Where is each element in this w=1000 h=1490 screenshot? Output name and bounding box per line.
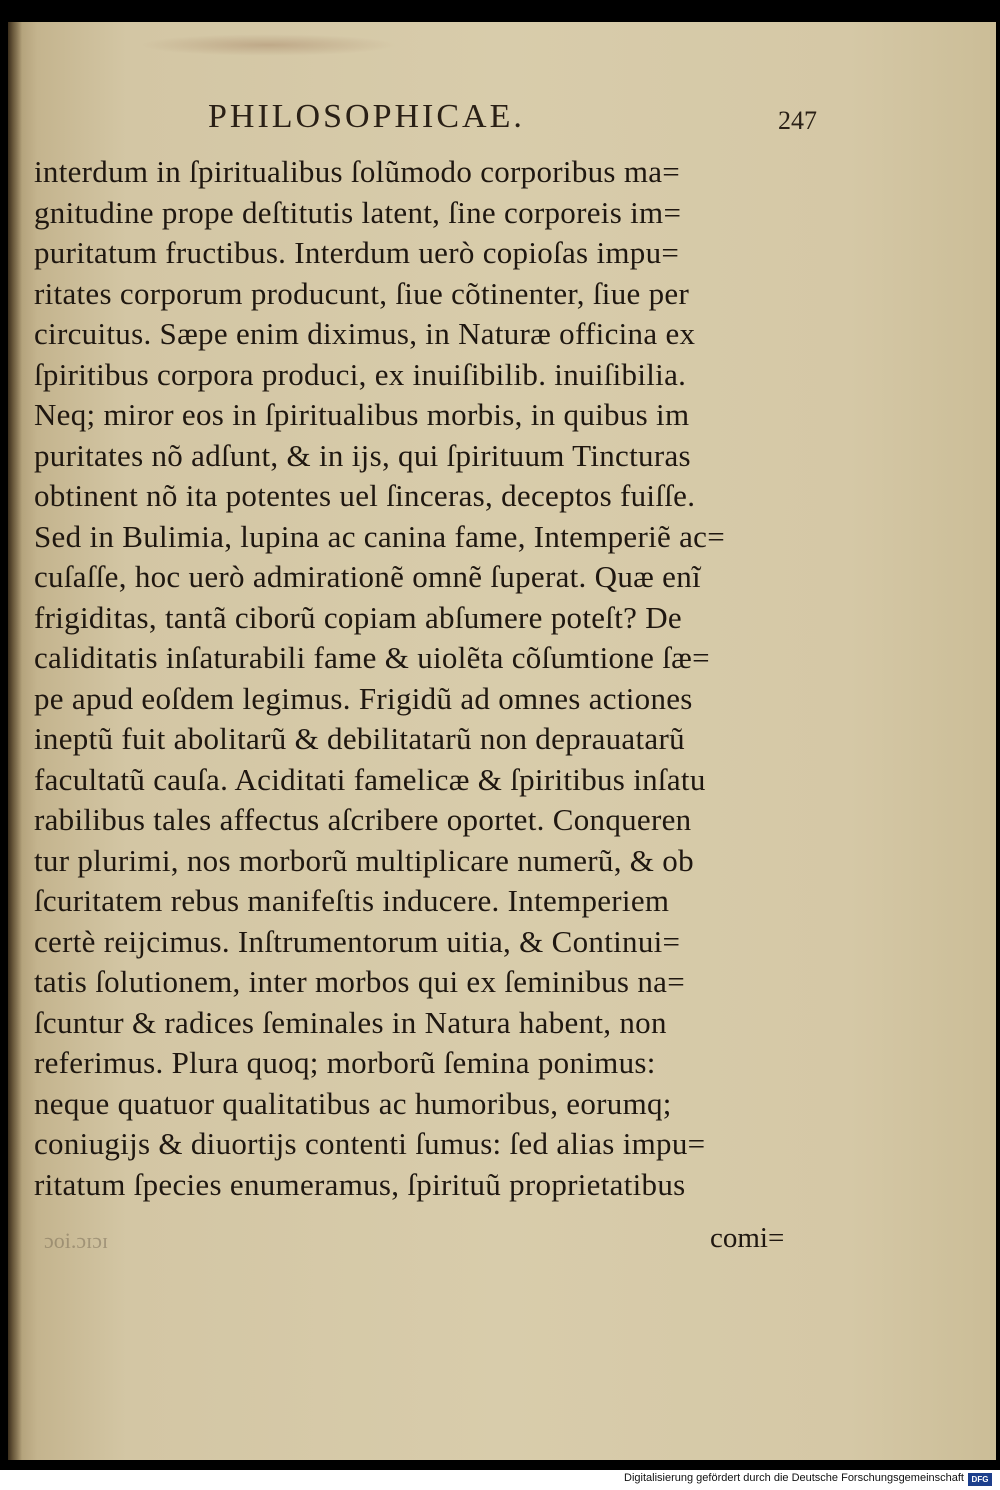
text-line: ſpiritibus corpora produci, ex inuiſibilib. inuiſibilia. <box>34 356 687 392</box>
text-line: obtinent nõ ita potentes uel ſinceras, deceptos fuiſſe. <box>34 478 696 513</box>
text-line: circuitus. Sæpe enim diximus, in Naturæ officina ex <box>34 316 696 351</box>
book-page <box>8 22 996 1460</box>
text-line: ritates corporum producunt, ſiue cõtinenter, ſiue per <box>34 275 690 311</box>
text-line: ritatum ſpecies enumeramus, ſpirituũ proprietatibus <box>34 1166 686 1202</box>
text-line: tur plurimi, nos morborũ multiplicare numerũ, & ob <box>34 842 694 878</box>
text-line: ſcuntur & radices ſeminales in Natura habent, non <box>34 1004 667 1040</box>
dfg-logo: DFG <box>968 1473 992 1486</box>
text-line: neque quatuor qualitatibus ac humoribus, eorumq; <box>34 1085 672 1121</box>
text-line: facultatũ cauſa. Aciditati famelicæ & ſpiritibus inſatu <box>34 761 706 797</box>
text-line: caliditatis inſaturabili fame & uiolẽta cõſumtione ſæ= <box>34 640 710 675</box>
funding-credit: Digitalisierung gefördert durch die Deutsche Forschungsgemeinschaft <box>624 1472 964 1484</box>
text-line: Sed in Bulimia, lupina ac canina fame, Intemperiẽ ac= <box>34 518 726 554</box>
running-head: PHILOSOPHICAE. <box>208 98 525 135</box>
text-line: puritates nõ adſunt, & in ijs, qui ſpirituum Tincturas <box>34 437 691 473</box>
text-line: ineptũ fuit abolitarũ & debilitatarũ non deprauatarũ <box>34 721 685 756</box>
bleed-through-text: ɔoi.ɔɪɔɪ <box>44 1228 109 1253</box>
text-line: pe apud eoſdem legimus. Frigidũ ad omnes actiones <box>34 680 693 716</box>
text-line: puritatum fructibus. Interdum uerò copioſas impu= <box>34 235 680 270</box>
text-line: interdum in ſpiritualibus ſolũmodo corporibus ma= <box>34 154 681 189</box>
catchword: comi= <box>710 1222 785 1254</box>
text-line: gnitudine prope deſtitutis latent, ſine corporeis im= <box>34 194 682 230</box>
text-line: rabilibus tales affectus aſcribere oportet. Conqueren <box>34 802 692 837</box>
page-number: 247 <box>778 106 817 135</box>
text-line: ſcuritatem rebus manifeſtis inducere. Intemperiem <box>34 883 670 918</box>
text-line: Neq; miror eos in ſpiritualibus morbis, in quibus im <box>34 397 690 432</box>
text-line: coniugijs & diuortijs contenti ſumus: ſed alias impu= <box>34 1126 706 1161</box>
text-line: frigiditas, tantã ciborũ copiam abſumere poteſt? De <box>34 599 682 635</box>
text-line: tatis ſolutionem, inter morbos qui ex ſeminibus na= <box>34 964 685 999</box>
text-line: certè reijcimus. Inſtrumentorum uitia, & Continui= <box>34 923 681 959</box>
text-line: referimus. Plura quoq; morborũ ſemina ponimus: <box>34 1045 656 1080</box>
text-block <box>34 152 824 1205</box>
paper-stain <box>138 34 398 56</box>
text-line: cuſaſſe, hoc uerò admirationẽ omnẽ ſuperat. Quæ enĩ <box>34 559 701 594</box>
footer-bar <box>0 1470 1000 1490</box>
